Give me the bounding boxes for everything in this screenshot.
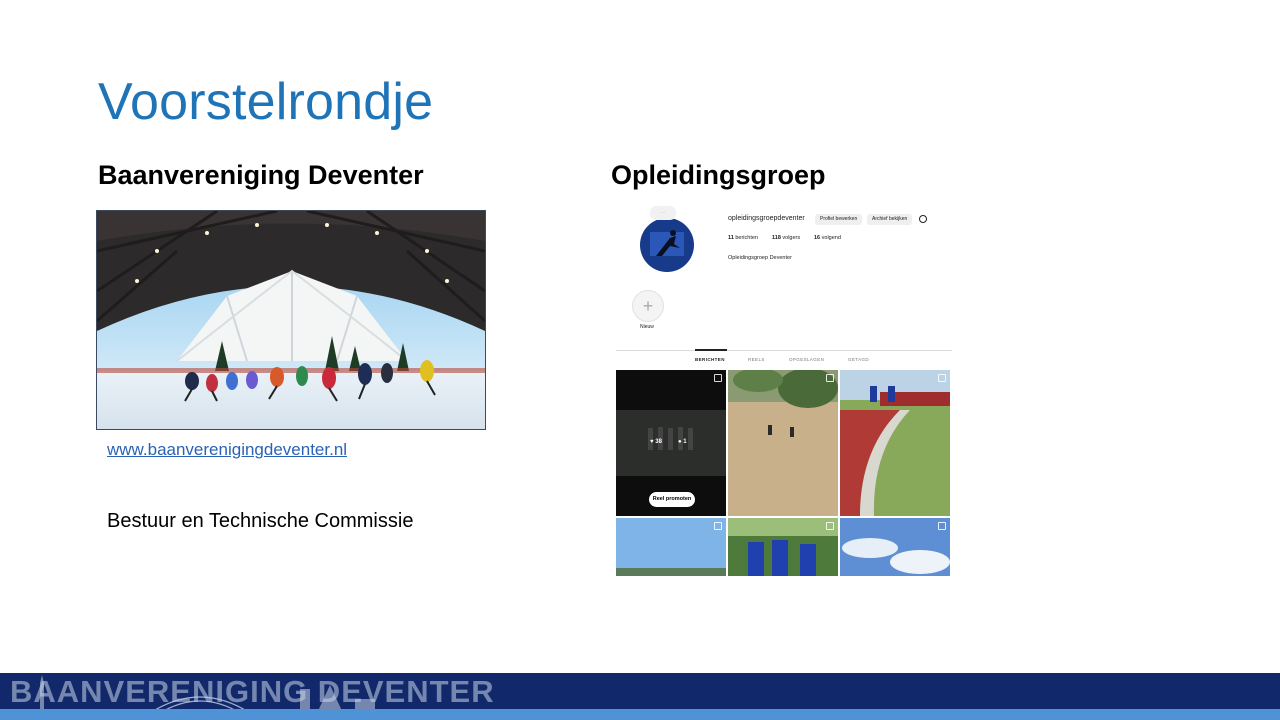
instagram-username: opleidingsgroepdeventer xyxy=(728,215,805,222)
post-tile-sky[interactable] xyxy=(616,518,726,576)
board-text: Bestuur en Technische Commissie xyxy=(107,510,414,532)
carousel-icon xyxy=(938,374,946,382)
note-bubble: ··· xyxy=(650,206,676,220)
carousel-icon xyxy=(826,522,834,530)
followers-stat[interactable]: 118 volgers xyxy=(772,235,801,241)
left-heading: Baanvereniging Deventer xyxy=(98,160,424,190)
slide-title: Voorstelrondje xyxy=(98,73,434,131)
footer-strip xyxy=(0,709,1280,720)
view-archive-button[interactable]: Archief bekijken xyxy=(867,214,912,225)
post-tile-track[interactable] xyxy=(840,370,950,516)
right-heading: Opleidingsgroep xyxy=(611,160,826,190)
tab-tagged[interactable]: GETAGD xyxy=(848,357,870,362)
reel-comments: ● 1 xyxy=(678,439,687,445)
carousel-icon xyxy=(714,522,722,530)
edit-profile-button[interactable]: Profiel bewerken xyxy=(815,214,862,225)
carousel-icon xyxy=(938,522,946,530)
tabs-divider xyxy=(616,350,952,351)
instagram-profile-screenshot xyxy=(613,206,953,576)
profile-avatar xyxy=(640,218,694,272)
tab-posts[interactable]: BERICHTEN xyxy=(695,357,725,362)
new-highlight-button[interactable]: + xyxy=(632,290,664,322)
settings-icon[interactable] xyxy=(919,215,927,223)
reel-likes: ♥ 38 xyxy=(650,439,662,445)
post-tile-clouds[interactable] xyxy=(840,518,950,576)
new-highlight-label: Nieuw xyxy=(640,324,654,330)
post-tile-dunes[interactable] xyxy=(728,370,838,516)
bio-name: Opleidingsgroep Deventer xyxy=(728,255,792,261)
reel-icon xyxy=(714,374,722,382)
carousel-icon xyxy=(826,374,834,382)
tab-saved[interactable]: OPGESLAGEN xyxy=(789,357,825,362)
website-link[interactable]: www.baanverenigingdeventer.nl xyxy=(107,440,348,459)
post-tile-reel[interactable] xyxy=(616,370,726,516)
ice-hall-photo xyxy=(96,210,486,430)
post-tile-forest[interactable] xyxy=(728,518,838,576)
reel-overlay xyxy=(616,370,726,516)
active-tab-indicator xyxy=(695,349,727,351)
tab-reels[interactable]: REELS xyxy=(748,357,765,362)
footer-brand-text: BAANVERENIGING DEVENTER xyxy=(10,674,495,709)
promote-reel-button[interactable]: Reel promoten xyxy=(649,492,695,507)
following-stat[interactable]: 16 volgend xyxy=(814,235,841,241)
posts-stat: 11 berichten xyxy=(728,235,758,241)
